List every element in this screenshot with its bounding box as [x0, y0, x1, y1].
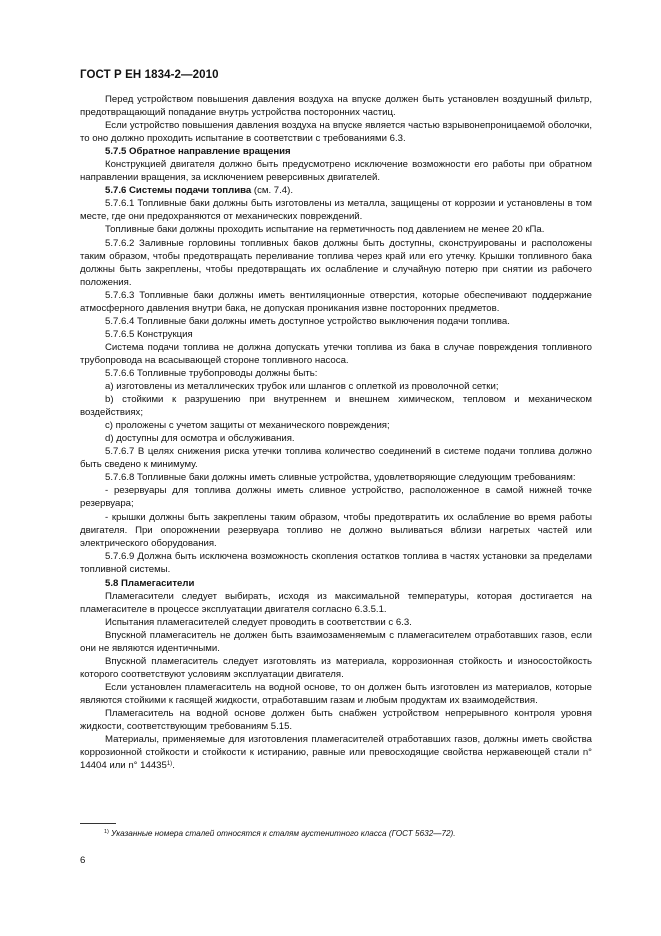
paragraph: Впускной пламегаситель не должен быть взаимозаменяемым с пламегасителем отработавших газов, если они не являются идентичными. — [80, 629, 592, 654]
paragraph: Конструкцией двигателя должно быть предусмотрено исключение возможности его работы при обратном направлении вращения, за исключением реверсивных двигателей. — [80, 159, 592, 184]
footnote-text: Указанные номера сталей относятся к сталям аустенитного класса (ГОСТ 5632—72). — [108, 829, 456, 838]
section-heading-5-7-5: 5.7.5 Обратное направление вращения — [105, 146, 291, 158]
paragraph: 5.7.6.6 Топливные трубопроводы должны быть: — [105, 367, 318, 379]
section-heading-5-8: 5.8 Пламегасители — [105, 577, 195, 589]
paragraph: 5.7.6.2 Заливные горловины топливных баков должны быть доступны, сконструированы и расположены таким образом, чтобы предотвращать переливание топлива через край или его утечку. Крышки топливного бака должны быть закреплены, чтобы предотвращать их ослабление и случайную потерю при снятии из рабочего положения. — [80, 237, 592, 288]
section-heading-ref: (см. 7.4). — [251, 185, 293, 197]
paragraph: Перед устройством повышения давления воздуха на впуске должен быть установлен воздушный фильтр, предотвращающий попадание внутрь устройства посторонних частиц. — [80, 94, 592, 119]
footnote — [104, 828, 594, 839]
list-item: - резервуары для топлива должны иметь сливное устройство, расположенное в самой нижней точке резервуара; — [80, 485, 592, 510]
paragraph: Испытания пламегасителей следует проводить в соответствии с 6.3. — [105, 616, 412, 628]
section-heading-5-7-6 — [80, 184, 592, 197]
paragraph-end: . — [172, 760, 175, 772]
list-item: c) проложены с учетом защиты от механического повреждения; — [105, 420, 390, 432]
paragraph: Впускной пламегаситель следует изготовлять из материала, коррозионная стойкость и износостойкость которого соответствуют условиям эксплуатации двигателя. — [80, 656, 592, 681]
list-item: - крышки должны быть закреплены таким образом, чтобы предотвратить их ослабление во время работы двигателя. При опорожнении резервуара топливо не должно выливаться вблизи нагретых частей или электрического оборудования. — [80, 511, 592, 549]
page-number: 6 — [80, 855, 86, 866]
paragraph: 5.7.6.8 Топливные баки должны иметь сливные устройства, удовлетворяющие следующим требованиям: — [105, 472, 576, 484]
paragraph: Если установлен пламегаситель на водной основе, то он должен быть изготовлен из материалов, которые являются стойкими к гасящей жидкости, отработавшим газам и любым продуктам их взаимодействия. — [80, 682, 592, 707]
paragraph: 5.7.6.5 Конструкция — [105, 328, 193, 340]
paragraph: Пламегаситель на водной основе должен быть снабжен устройством непрерывного контроля уровня жидкости, соответствующим требованиям 5.15. — [80, 708, 592, 733]
list-item: a) изготовлены из металлических трубок или шлангов с оплеткой из проволочной сетки; — [105, 381, 499, 393]
section-heading-text: 5.7.6 Системы подачи топлива — [105, 185, 252, 197]
paragraph: 5.7.6.4 Топливные баки должны иметь доступное устройство выключения подачи топлива. — [105, 315, 510, 327]
footnote-marker: 1) — [104, 829, 109, 835]
document-header-title: ГОСТ Р ЕН 1834-2—2010 — [80, 69, 219, 81]
footnote-divider — [80, 823, 116, 824]
paragraph-text: Материалы, применяемые для изготовления пламегасителей отработавших газов, должны иметь свойства коррозионной стойкости и стойкости к истиранию, равные или превосходящие свойства нержавеющей стали n° 14404 или n° 14435 — [80, 734, 592, 772]
list-item: b) стойкими к разрушению при внутреннем и внешнем химическом, тепловом и механическом воздействиях; — [80, 394, 592, 419]
paragraph — [80, 733, 592, 772]
paragraph: 5.7.6.3 Топливные баки должны иметь вентиляционные отверстия, которые обеспечивают поддержание атмосферного давления внутри бака, не допуская проникания извне посторонних предметов. — [80, 289, 592, 314]
document-body — [80, 93, 592, 772]
paragraph: Если устройство повышения давления воздуха на впуске является частью взрывонепроницаемой оболочки, то оно должно проходить испытание в соответствии с требованиями 6.3. — [80, 120, 592, 145]
list-item: d) доступны для осмотра и обслуживания. — [105, 433, 295, 445]
paragraph: 5.7.6.9 Должна быть исключена возможность скопления остатков топлива в частях установки за пределами топливной системы. — [80, 550, 592, 575]
paragraph: Топливные баки должны проходить испытание на герметичность под давлением не менее 20 кПа. — [105, 224, 545, 236]
footnote-ref: 1) — [166, 761, 173, 768]
paragraph: Система подачи топлива не должна допускать утечки топлива из бака в случае повреждения топливного трубопровода на всасывающей стороне топливного насоса. — [80, 341, 592, 366]
paragraph: 5.7.6.7 В целях снижения риска утечки топлива количество соединений в системе подачи топлива должно быть сведено к минимуму. — [80, 446, 592, 471]
paragraph: Пламегасители следует выбирать, исходя из максимальной температуры, которая достигается на пламегасителе в процессе эксплуатации двигателя согласно 6.3.5.1. — [80, 590, 592, 615]
paragraph: 5.7.6.1 Топливные баки должны быть изготовлены из металла, защищены от коррозии и установлены в том месте, где они предохраняются от механических повреждений. — [80, 198, 592, 223]
